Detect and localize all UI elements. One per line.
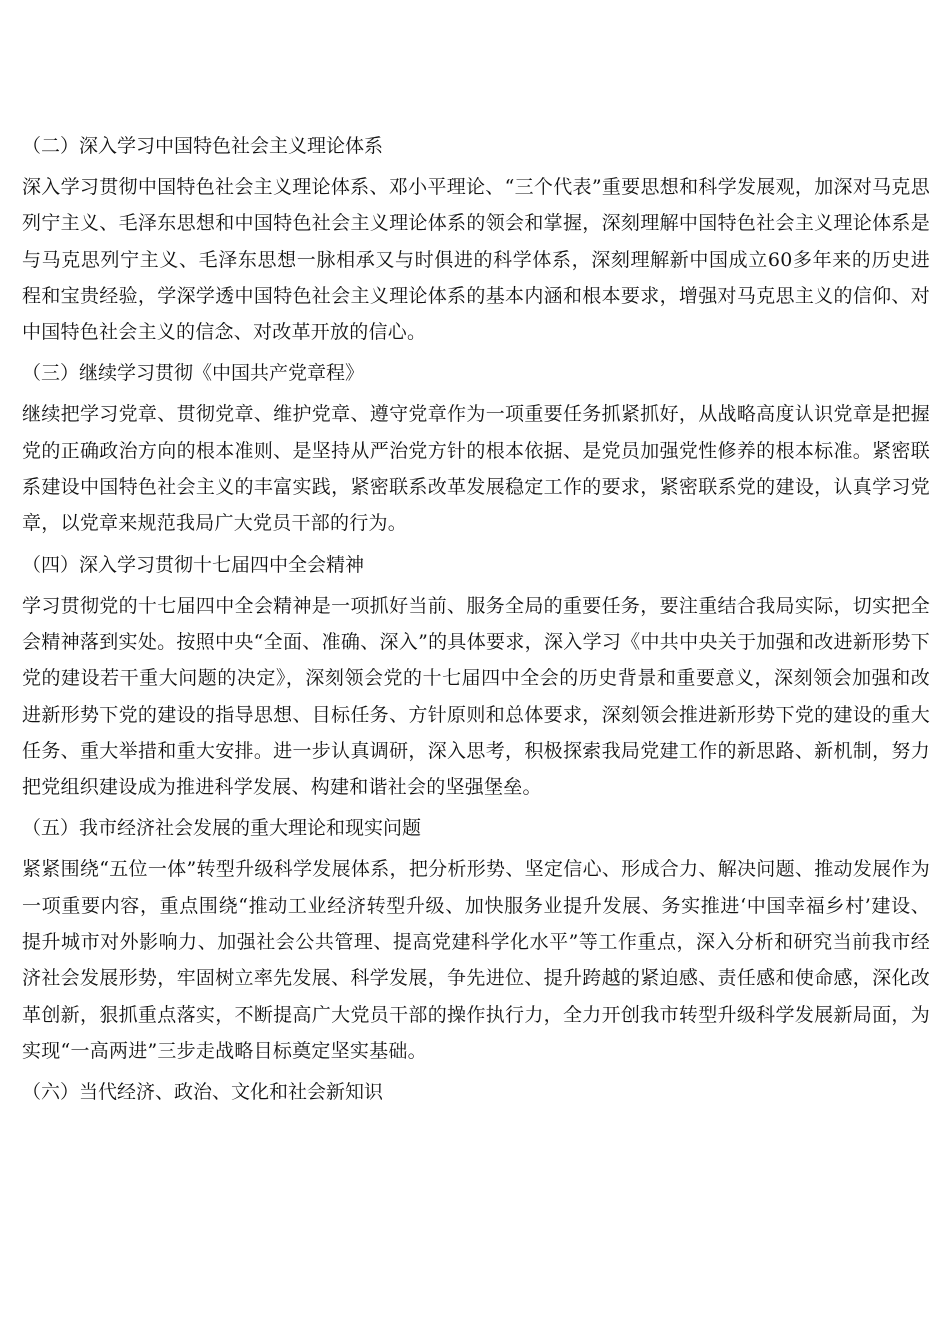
section-body-4: 学习贯彻党的十七届四中全会精神是一项抓好当前、服务全局的重要任务，要注重结合我局实际，切实把全会精神落到实处。按照中央“全面、准确、深入”的具体要求，深入学习《中共中央关于加强和改进新形势下党的建设若干重大问题的决定》，深刻领会党的十七届四中全会的历史背景和重要意义，深刻领会加强和改进新形势下党的建设的指导思想、目标任务、方针原则和总体要求，深刻领会推进新形势下党的建设的重大任务、重大举措和重大安排。进一步认真调研，深入思考，积极探索我局党建工作的新思路、新机制，努力把党组织建设成为推进科学发展、构建和谐社会的坚强堡垒。 <box>22 594 930 799</box>
section-heading-5: （五）我市经济社会发展的重大理论和现实问题 <box>22 817 422 840</box>
section-body-3: 继续把学习党章、贯彻党章、维护党章、遵守党章作为一项重要任务抓紧抓好，从战略高度认识党章是把握党的正确政治方向的根本准则、是坚持从严治党方针的根本依据、是党员加强党性修养的根本标准。紧密联系建设中国特色社会主义的丰富实践，紧密联系改革发展稳定工作的要求，紧密联系党的建设，认真学习党章，以党章来规范我局广大党员干部的行为。 <box>22 403 930 535</box>
section-heading-2: （二）深入学习中国特色社会主义理论体系 <box>22 135 384 157</box>
section-heading-3: （三）继续学习贯彻《中国共产党章程》 <box>22 362 365 385</box>
document-page <box>22 128 930 1115</box>
section-heading-6: （六）当代经济、政治、文化和社会新知识 <box>22 1081 384 1104</box>
section-body-2: 深入学习贯彻中国特色社会主义理论体系、邓小平理论、“三个代表”重要思想和科学发展观，加深对马克思列宁主义、毛泽东思想和中国特色社会主义理论体系的领会和掌握，深刻理解中国特色社会主义理论体系是与马克思列宁主义、毛泽东思想一脉相承又与时俱进的科学体系，深刻理解新中国成立60多年来的历史进程和宝贵经验，学深学透中国特色社会主义理论体系的基本内涵和根本要求，增强对马克思主义的信仰、对中国特色社会主义的信念、对改革开放的信心。 <box>22 176 930 344</box>
section-heading-4: （四）深入学习贯彻十七届四中全会精神 <box>22 553 365 576</box>
section-body-5: 紧紧围绕“五位一体”转型升级科学发展体系，把分析形势、坚定信心、形成合力、解决问题、推动发展作为一项重要内容，重点围绕“推动工业经济转型升级、加快服务业提升发展、务实推进‘中国幸福乡村’建设、提升城市对外影响力、加强社会公共管理、提高党建科学化水平”等工作重点，深入分析和研究当前我市经济社会发展形势，牢固树立率先发展、科学发展，争先进位、提升跨越的紧迫感、责任感和使命感，深化改革创新，狠抓重点落实，不断提高广大党员干部的操作执行力，全力开创我市转型升级科学发展新局面，为实现“一高两进”三步走战略目标奠定坚实基础。 <box>22 858 930 1062</box>
